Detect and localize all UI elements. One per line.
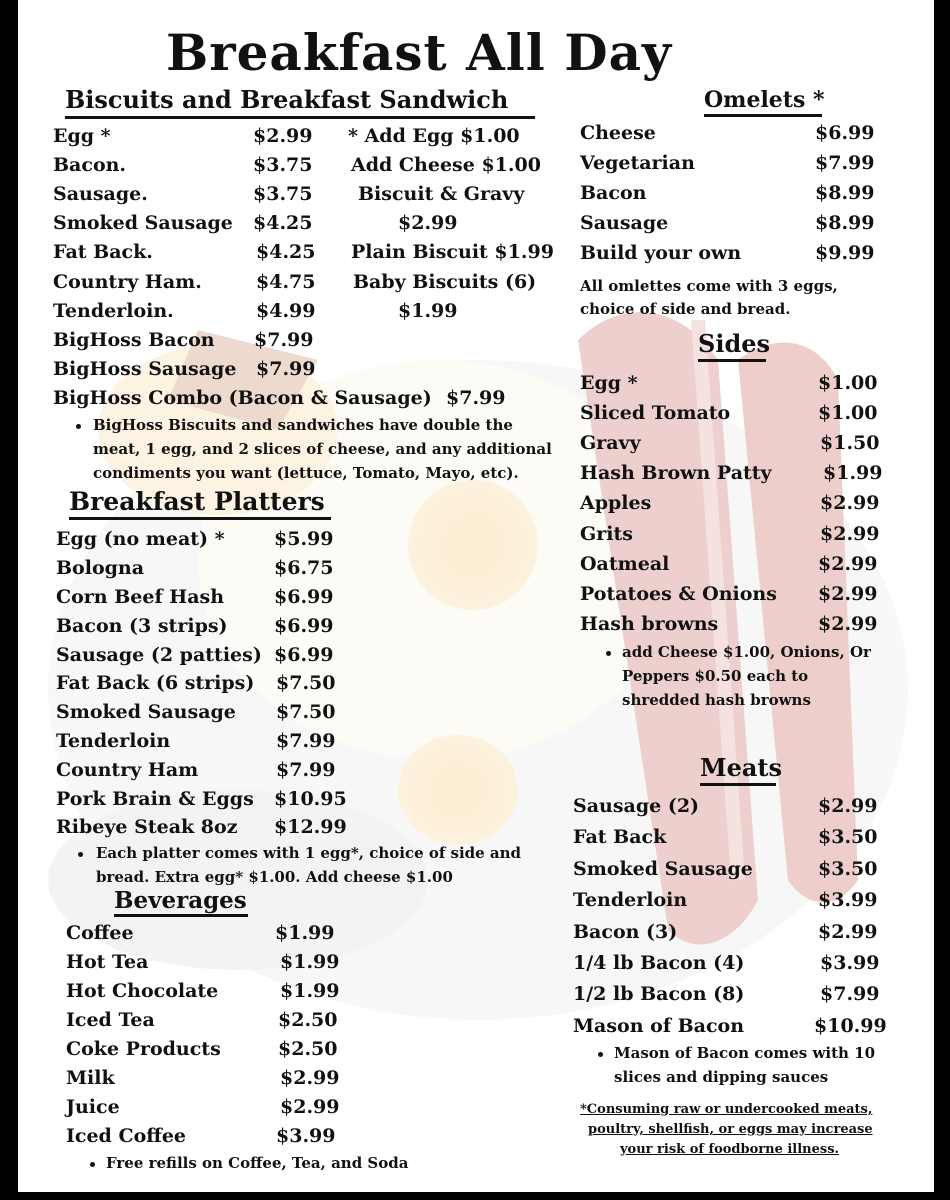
item-price: $4.25 — [256, 241, 316, 263]
item-price: $1.50 — [820, 432, 880, 454]
item-price: $2.99 — [253, 125, 313, 147]
meats-note-line: Mason of Bacon comes with 10 — [614, 1044, 876, 1062]
item-price: $2.99 — [818, 921, 878, 943]
extra-biscuit-gravy: Biscuit & Gravy — [358, 183, 525, 205]
item-price: $7.50 — [276, 701, 336, 723]
biscuits-note-line: BigHoss Biscuits and sandwiches have double the — [93, 416, 513, 434]
list-item: Sausage (2) — [573, 795, 700, 817]
item-price: $4.99 — [256, 300, 316, 322]
item-price: $7.99 — [256, 358, 316, 380]
list-item: Iced Coffee — [66, 1125, 187, 1147]
list-item: Potatoes & Onions — [580, 583, 777, 605]
menu-title: Breakfast All Day — [166, 23, 673, 82]
extra-baby-biscuits: Baby Biscuits (6) — [353, 271, 537, 293]
item-price: $2.50 — [278, 1038, 338, 1060]
disclaimer-line: *Consuming raw or undercooked meats, — [580, 1102, 873, 1117]
extra-plain-biscuit: Plain Biscuit $1.99 — [351, 241, 554, 263]
disclaimer-line: your risk of foodborne illness. — [620, 1142, 840, 1157]
list-item: Tenderloin — [573, 889, 688, 911]
sides-heading: Sides — [698, 329, 771, 358]
item-price: $1.99 — [280, 980, 340, 1002]
item-price: $6.99 — [274, 586, 334, 608]
biscuits-heading-underline — [65, 116, 535, 119]
list-item: BigHoss Combo (Bacon & Sausage) — [53, 387, 432, 409]
list-item: Sausage. — [53, 183, 148, 205]
biscuits-note-line: meat, 1 egg, and 2 slices of cheese, and any additional — [93, 440, 552, 458]
sides-heading-underline — [698, 359, 766, 362]
list-item: Sausage — [580, 212, 669, 234]
item-price: $2.99 — [280, 1067, 340, 1089]
beverages-heading: Beverages — [114, 887, 247, 914]
item-price: $2.99 — [820, 492, 880, 514]
beverages-note-line: Free refills on Coffee, Tea, and Soda — [106, 1154, 409, 1172]
bullet-icon — [90, 1162, 95, 1167]
extra-biscuit-gravy-price: $2.99 — [398, 212, 458, 234]
meats-heading-underline — [700, 783, 776, 786]
list-item: Bacon (3 strips) — [56, 615, 228, 637]
list-item: Oatmeal — [580, 553, 670, 575]
item-price: $2.50 — [278, 1009, 338, 1031]
list-item: Fat Back. — [53, 241, 153, 263]
list-item: Bacon — [580, 182, 647, 204]
platters-heading-underline — [69, 517, 331, 520]
item-price: $10.99 — [814, 1015, 887, 1037]
item-price: $2.99 — [818, 613, 878, 635]
item-price: $1.99 — [275, 922, 335, 944]
omelets-note-line: choice of side and bread. — [580, 300, 791, 318]
biscuits-heading: Biscuits and Breakfast Sandwich — [65, 85, 509, 114]
list-item: Smoked Sausage — [573, 858, 753, 880]
item-price: $3.75 — [253, 154, 313, 176]
list-item: Hash browns — [580, 613, 719, 635]
item-price: $10.95 — [274, 788, 347, 810]
item-price: $2.99 — [818, 553, 878, 575]
list-item: Bacon (3) — [573, 921, 678, 943]
beverages-heading-underline — [114, 914, 248, 917]
list-item: Gravy — [580, 432, 641, 454]
sides-note-line: add Cheese $1.00, Onions, Or — [622, 643, 871, 661]
list-item: BigHoss Bacon — [53, 329, 215, 351]
item-price: $6.99 — [274, 644, 334, 666]
menu-page — [18, 0, 934, 1192]
platters-note-line: bread. Extra egg* $1.00. Add cheese $1.00 — [96, 868, 453, 886]
item-price: $3.99 — [820, 952, 880, 974]
platters-note-line: Each platter comes with 1 egg*, choice of side and — [96, 844, 522, 862]
meats-note-line: slices and dipping sauces — [614, 1068, 829, 1086]
list-item: Mason of Bacon — [573, 1015, 745, 1037]
list-item: Ribeye Steak 8oz — [56, 816, 238, 838]
list-item: Coffee — [66, 922, 134, 944]
item-price: $8.99 — [815, 212, 875, 234]
list-item: Coke Products — [66, 1038, 221, 1060]
item-price: $1.99 — [280, 951, 340, 973]
omelets-note-line: All omlettes come with 3 eggs, — [580, 277, 838, 295]
item-price: $2.99 — [280, 1096, 340, 1118]
list-item: Hot Tea — [66, 951, 149, 973]
disclaimer-line: poultry, shellfish, or eggs may increase — [588, 1122, 873, 1137]
bullet-icon — [606, 651, 611, 656]
sides-note-line: Peppers $0.50 each to — [622, 667, 809, 685]
item-price: $3.75 — [253, 183, 313, 205]
item-price: $7.50 — [276, 672, 336, 694]
list-item: Hot Chocolate — [66, 980, 219, 1002]
list-item: Apples — [580, 492, 652, 514]
platters-heading: Breakfast Platters — [69, 487, 325, 516]
item-price: $3.99 — [276, 1125, 336, 1147]
item-price: $12.99 — [274, 816, 347, 838]
extra-baby-biscuits-price: $1.99 — [398, 300, 458, 322]
list-item: Sausage (2 patties) — [56, 644, 262, 666]
list-item: Vegetarian — [580, 152, 695, 174]
biscuits-note-line: condiments you want (lettuce, Tomato, Mayo, etc). — [93, 464, 519, 482]
item-price: $7.99 — [820, 983, 880, 1005]
list-item: 1/4 lb Bacon (4) — [573, 952, 745, 974]
omelets-heading: Omelets * — [704, 87, 825, 113]
list-item: Egg * — [580, 372, 638, 394]
sides-note-line: shredded hash browns — [622, 691, 811, 709]
list-item: Milk — [66, 1067, 115, 1089]
list-item: Tenderloin. — [53, 300, 174, 322]
item-price: $6.99 — [815, 122, 875, 144]
list-item: Sliced Tomato — [580, 402, 731, 424]
item-price: $5.99 — [274, 528, 334, 550]
extra-add-cheese: Add Cheese $1.00 — [351, 154, 541, 176]
list-item: Fat Back — [573, 826, 667, 848]
item-price: $2.99 — [818, 583, 878, 605]
list-item: Juice — [66, 1096, 120, 1118]
list-item: Bacon. — [53, 154, 127, 176]
list-item: Country Ham. — [53, 271, 202, 293]
item-price: $7.99 — [254, 329, 314, 351]
item-price: $2.99 — [820, 523, 880, 545]
list-item: Fat Back (6 strips) — [56, 672, 255, 694]
list-item: Corn Beef Hash — [56, 586, 225, 608]
list-item: Pork Brain & Eggs — [56, 788, 254, 810]
list-item: 1/2 lb Bacon (8) — [573, 983, 745, 1005]
item-price: $3.50 — [818, 858, 878, 880]
list-item: Cheese — [580, 122, 656, 144]
list-item: Bologna — [56, 557, 145, 579]
list-item: Egg (no meat) * — [56, 528, 225, 550]
list-item: Grits — [580, 523, 633, 545]
item-price: $4.25 — [253, 212, 313, 234]
omelets-heading-underline — [704, 114, 822, 117]
item-price: $4.75 — [256, 271, 316, 293]
bullet-icon — [598, 1052, 603, 1057]
list-item: Smoked Sausage — [56, 701, 236, 723]
item-price: $2.99 — [818, 795, 878, 817]
list-item: Country Ham — [56, 759, 199, 781]
extra-add-egg: * Add Egg $1.00 — [348, 125, 520, 147]
meats-heading: Meats — [700, 753, 782, 782]
item-price: $1.00 — [818, 402, 878, 424]
list-item: Iced Tea — [66, 1009, 155, 1031]
item-price: $7.99 — [276, 759, 336, 781]
item-price: $8.99 — [815, 182, 875, 204]
list-item: Tenderloin — [56, 730, 171, 752]
list-item: BigHoss Sausage — [53, 358, 237, 380]
item-price: $1.00 — [818, 372, 878, 394]
item-price: $6.99 — [274, 615, 334, 637]
bullet-icon — [76, 424, 81, 429]
item-price: $7.99 — [276, 730, 336, 752]
list-item: Build your own — [580, 242, 742, 264]
list-item: Egg * — [53, 125, 111, 147]
item-price: $6.75 — [274, 557, 334, 579]
list-item: Hash Brown Patty — [580, 462, 772, 484]
item-price: $1.99 — [823, 462, 883, 484]
list-item: Smoked Sausage — [53, 212, 233, 234]
item-price: $7.99 — [446, 387, 506, 409]
item-price: $3.50 — [818, 826, 878, 848]
item-price: $7.99 — [815, 152, 875, 174]
item-price: $9.99 — [815, 242, 875, 264]
item-price: $3.99 — [818, 889, 878, 911]
bullet-icon — [78, 852, 83, 857]
